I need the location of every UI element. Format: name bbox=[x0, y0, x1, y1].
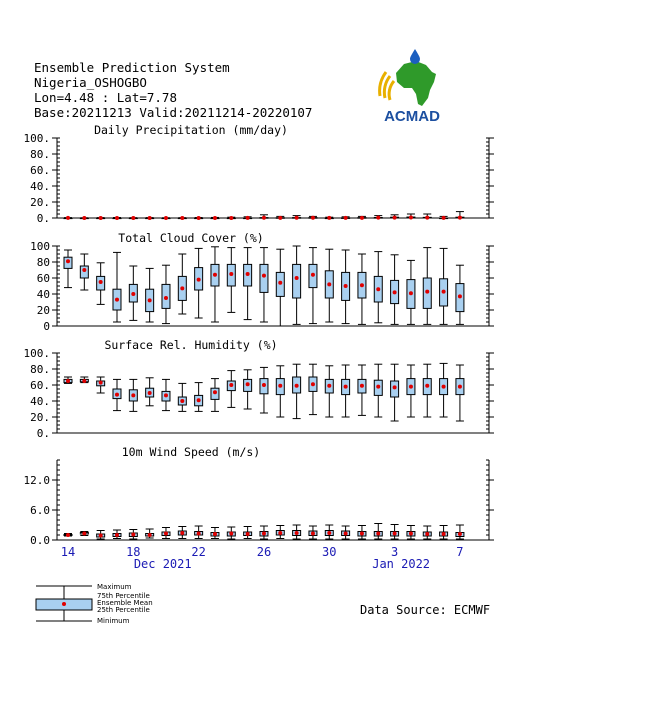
ensemble-mean-point bbox=[246, 272, 250, 276]
ensemble-mean-point bbox=[180, 399, 184, 403]
ensemble-mean-point bbox=[393, 216, 397, 220]
ensemble-mean-point bbox=[229, 272, 233, 276]
chart-panel-1 bbox=[24, 123, 495, 225]
ensemble-mean-point bbox=[164, 393, 168, 397]
ensemble-mean-point bbox=[393, 290, 397, 294]
ensemble-mean-point bbox=[229, 216, 233, 220]
ensemble-mean-point bbox=[115, 298, 119, 302]
ensemble-mean-point bbox=[458, 385, 462, 389]
y-tick-label: 60 bbox=[36, 272, 50, 285]
ensemble-mean-point bbox=[66, 216, 70, 220]
ensemble-mean-point bbox=[213, 390, 217, 394]
ensemble-mean-point bbox=[197, 398, 201, 402]
ensemble-mean-point bbox=[278, 384, 282, 388]
ensemble-mean-point bbox=[82, 379, 86, 383]
legend-label-p25: 25th Percentile bbox=[97, 606, 150, 614]
y-tick-label: 0 bbox=[43, 320, 50, 333]
logo-text: ACMAD bbox=[384, 108, 440, 124]
ensemble-mean-point bbox=[311, 216, 315, 220]
ensemble-mean-point bbox=[425, 384, 429, 388]
x-month-label: Dec 2021 bbox=[133, 557, 192, 571]
header-coordinates: Lon=4.48 : Lat=7.78 bbox=[34, 90, 177, 105]
panel-title: Total Cloud Cover (%) bbox=[118, 231, 264, 245]
legend-label-p75: 75th Percentile bbox=[97, 592, 150, 600]
ensemble-mean-point bbox=[393, 532, 397, 536]
y-tick-label: 0. bbox=[36, 427, 50, 440]
ensemble-mean-point bbox=[262, 383, 266, 387]
ensemble-mean-point bbox=[442, 532, 446, 536]
ensemble-mean-point bbox=[148, 298, 152, 302]
x-tick-label: 22 bbox=[191, 545, 206, 559]
ensemble-mean-point bbox=[197, 532, 201, 536]
legend-label-minimum: Minimum bbox=[97, 617, 130, 625]
ensemble-mean-point bbox=[360, 216, 364, 220]
ensemble-mean-point bbox=[82, 532, 86, 536]
ensemble-mean-point bbox=[295, 216, 299, 220]
ensemble-mean-point bbox=[66, 259, 70, 263]
ensemble-mean-point bbox=[131, 393, 135, 397]
ensemble-mean-point bbox=[148, 216, 152, 220]
ensemble-mean-point bbox=[246, 532, 250, 536]
ensemble-mean-point bbox=[327, 384, 331, 388]
ensemble-mean-point bbox=[376, 287, 380, 291]
ensemble-mean-point bbox=[213, 273, 217, 277]
ensemble-mean-point bbox=[66, 379, 70, 383]
ensemble-mean-point bbox=[360, 283, 364, 287]
x-tick-label: 18 bbox=[126, 545, 141, 559]
panel-title: 10m Wind Speed (m/s) bbox=[121, 445, 261, 459]
ensemble-mean-point bbox=[327, 531, 331, 535]
y-tick-label: 60. bbox=[30, 379, 50, 392]
ensemble-mean-point bbox=[327, 282, 331, 286]
legend-mean-point bbox=[62, 602, 66, 606]
legend-label-mean: Ensemble Mean bbox=[97, 599, 153, 607]
x-tick-label: 26 bbox=[256, 545, 272, 559]
ensemble-mean-point bbox=[115, 533, 119, 537]
ensemble-mean-point bbox=[262, 216, 266, 220]
y-tick-label: 80. bbox=[30, 363, 50, 376]
ensemble-mean-point bbox=[442, 216, 446, 220]
ensemble-mean-point bbox=[425, 532, 429, 536]
ensemble-mean-point bbox=[197, 278, 201, 282]
ensemble-mean-point bbox=[115, 216, 119, 220]
y-tick-label: 100. bbox=[23, 347, 50, 360]
ensemble-mean-point bbox=[229, 532, 233, 536]
ensemble-mean-point bbox=[278, 531, 282, 535]
ensemble-mean-point bbox=[360, 532, 364, 536]
ensemble-mean-point bbox=[425, 216, 429, 220]
y-tick-label: 0.0 bbox=[30, 534, 50, 547]
ensemble-mean-point bbox=[409, 532, 413, 536]
chart-panel-3 bbox=[24, 338, 495, 440]
y-tick-label: 20 bbox=[36, 304, 50, 317]
chart-panel-2 bbox=[30, 231, 494, 333]
y-tick-label: 100 bbox=[30, 240, 50, 253]
ensemble-mean-point bbox=[409, 216, 413, 220]
legend bbox=[36, 583, 153, 625]
ensemble-mean-point bbox=[246, 216, 250, 220]
ensemble-mean-point bbox=[327, 216, 331, 220]
x-tick-label: 7 bbox=[456, 545, 464, 559]
y-tick-label: 60. bbox=[30, 164, 50, 177]
x-tick-label: 3 bbox=[390, 545, 399, 559]
ensemble-mean-point bbox=[360, 384, 364, 388]
ensemble-mean-point bbox=[180, 216, 184, 220]
x-tick-label: 14 bbox=[60, 545, 76, 559]
y-tick-label: 0. bbox=[36, 212, 50, 225]
y-tick-label: 80. bbox=[30, 148, 50, 161]
ensemble-mean-point bbox=[376, 385, 380, 389]
x-month-label: Jan 2022 bbox=[372, 557, 431, 571]
ensemble-mean-point bbox=[442, 385, 446, 389]
ensemble-mean-point bbox=[295, 531, 299, 535]
ensemble-mean-point bbox=[180, 531, 184, 535]
ensemble-mean-point bbox=[278, 216, 282, 220]
ensemble-mean-point bbox=[229, 383, 233, 387]
ensemble-mean-point bbox=[148, 533, 152, 537]
ensemble-mean-point bbox=[311, 273, 315, 277]
ensemble-mean-point bbox=[99, 216, 103, 220]
ensemble-mean-point bbox=[311, 382, 315, 386]
panel-title: Surface Rel. Humidity (%) bbox=[104, 338, 278, 352]
panel-title: Daily Precipitation (mm/day) bbox=[94, 123, 288, 137]
ensemble-mean-point bbox=[393, 385, 397, 389]
ensemble-mean-point bbox=[458, 294, 462, 298]
ensemble-mean-point bbox=[180, 286, 184, 290]
ensemble-mean-point bbox=[131, 292, 135, 296]
y-tick-label: 6.0 bbox=[30, 504, 50, 517]
ensemble-mean-point bbox=[131, 216, 135, 220]
ensemble-mean-point bbox=[164, 296, 168, 300]
ensemble-mean-point bbox=[66, 533, 70, 537]
ensemble-mean-point bbox=[213, 532, 217, 536]
ensemble-mean-point bbox=[278, 281, 282, 285]
ensemble-mean-point bbox=[376, 216, 380, 220]
ensemble-mean-point bbox=[99, 381, 103, 385]
ensemble-mean-point bbox=[115, 393, 119, 397]
y-tick-label: 40. bbox=[30, 395, 50, 408]
ensemble-mean-point bbox=[442, 290, 446, 294]
ensemble-mean-point bbox=[458, 532, 462, 536]
percentile-box bbox=[260, 264, 268, 292]
ensemble-mean-point bbox=[197, 216, 201, 220]
ensemble-mean-point bbox=[164, 532, 168, 536]
header-station: Nigeria_OSHOGBO bbox=[34, 75, 147, 90]
ensemble-mean-point bbox=[409, 385, 413, 389]
ensemble-mean-point bbox=[344, 284, 348, 288]
y-tick-label: 40 bbox=[36, 288, 50, 301]
ensemble-mean-point bbox=[164, 216, 168, 220]
header-validity: Base:20211213 Valid:20211214-20220107 bbox=[34, 105, 313, 120]
x-tick-label: 30 bbox=[322, 545, 337, 559]
ensemble-mean-point bbox=[246, 382, 250, 386]
legend-label-maximum: Maximum bbox=[97, 583, 132, 591]
ensemble-mean-point bbox=[344, 532, 348, 536]
y-tick-label: 40. bbox=[30, 180, 50, 193]
ensemble-mean-point bbox=[82, 216, 86, 220]
header-title: Ensemble Prediction System bbox=[34, 60, 230, 75]
ensemble-mean-point bbox=[131, 533, 135, 537]
ensemble-mean-point bbox=[82, 268, 86, 272]
data-source-label: Data Source: ECMWF bbox=[360, 603, 491, 617]
ensemble-mean-point bbox=[262, 532, 266, 536]
percentile-box bbox=[293, 264, 301, 298]
ensemble-mean-point bbox=[344, 216, 348, 220]
ensemble-mean-point bbox=[295, 384, 299, 388]
chart-panel-4 bbox=[24, 445, 495, 547]
y-tick-label: 20. bbox=[30, 196, 50, 209]
ensemble-mean-point bbox=[311, 532, 315, 536]
y-tick-label: 80 bbox=[36, 256, 50, 269]
ensemble-mean-point bbox=[425, 290, 429, 294]
ensemble-mean-point bbox=[99, 534, 103, 538]
ensemble-mean-point bbox=[409, 291, 413, 295]
y-tick-label: 100. bbox=[23, 132, 50, 145]
ensemble-mean-point bbox=[344, 385, 348, 389]
ensemble-mean-point bbox=[458, 216, 462, 220]
ensemble-mean-point bbox=[213, 216, 217, 220]
ensemble-mean-point bbox=[295, 276, 299, 280]
ensemble-mean-point bbox=[376, 532, 380, 536]
y-tick-label: 12.0 bbox=[23, 474, 50, 487]
y-tick-label: 20. bbox=[30, 411, 50, 424]
ensemble-mean-point bbox=[99, 280, 103, 284]
ensemble-mean-point bbox=[262, 274, 266, 278]
ensemble-mean-point bbox=[148, 391, 152, 395]
